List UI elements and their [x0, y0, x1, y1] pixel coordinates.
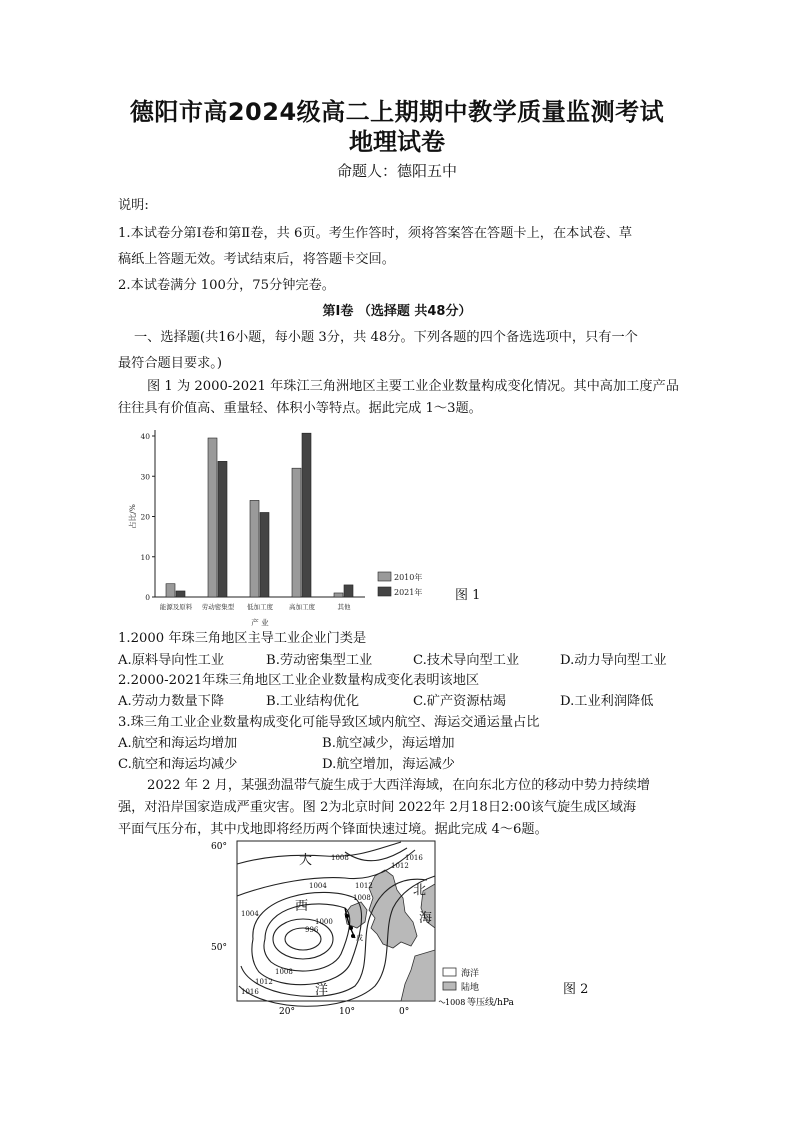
legend-land-swatch — [443, 982, 456, 990]
map-word-bei: 北 — [413, 883, 427, 898]
y-tick-label: 0 — [145, 593, 150, 602]
figure2-label: 图 2 — [563, 982, 589, 997]
section-intro-b: 最符合题目要求。) — [118, 356, 223, 371]
instruction-1b: 稿纸上答题无效。考试结束后，将答题卡交回。 — [118, 252, 395, 267]
instruction-1a: 1.本试卷分第Ⅰ卷和第Ⅱ卷，共 6页。考生作答时，须将答案答在答题卡上，在本试卷、草 — [118, 226, 633, 241]
map-word-yang: 洋 — [315, 983, 329, 998]
legend-isobar-label: 等压线/hPa — [467, 998, 514, 1008]
author-line: 命题人：德阳五中 — [336, 162, 457, 180]
bar-2021 — [344, 585, 353, 597]
x-tick-label: 高加工度 — [289, 603, 315, 611]
bar-2010 — [334, 593, 343, 597]
instruction-2: 2.本试卷满分 100分，75分钟完卷。 — [118, 278, 335, 293]
location-wu-dot — [351, 934, 355, 938]
exam-subtitle: 地理试卷 — [349, 128, 445, 156]
y-axis-label: 占比/% — [128, 504, 137, 529]
x-tick-label: 低加工度 — [247, 603, 273, 611]
map-legend — [439, 967, 514, 1008]
map-word-xi: 西 — [295, 899, 309, 914]
y-tick-label: 40 — [140, 432, 150, 441]
q3-option-a[interactable]: A.航空和海运均增加 — [118, 736, 238, 751]
legend-land-label: 陆地 — [461, 983, 480, 993]
passage1-line-b: 往往具有价值高、重量轻、体积小等特点。据此完成 1～3题。 — [118, 401, 482, 416]
q1-option-a[interactable]: A.原料导向性工业 — [118, 653, 225, 668]
passage2-line-b: 强，对沿岸国家造成严重灾害。图 2为北京时间 2022年 2月18日2:00该气旋生成区域海 — [118, 800, 637, 815]
bar-2021 — [176, 591, 185, 597]
isobar-label: 1016 — [241, 988, 259, 996]
x-axis-label: 产 业 — [251, 618, 269, 627]
bar-2010 — [250, 500, 259, 597]
legend-swatch — [378, 587, 391, 596]
legend-isobar-sample: 1008 — [445, 998, 466, 1007]
isobar-label: 1004 — [241, 910, 259, 918]
legend-swatch — [378, 572, 391, 581]
chart-bars — [166, 433, 353, 597]
exam-title: 德阳市高2024级高二上期期中教学质量监测考试 — [129, 98, 665, 126]
lon-label-20: 20° — [279, 1007, 295, 1017]
section-intro-a: 一、选择题(共16小题，每小题 3分，共 48分。下列各题的四个备选选项中，只有一个 — [134, 330, 638, 345]
x-tick-label: 能源及原料 — [159, 603, 193, 611]
isobar-label: 1012 — [355, 882, 373, 890]
bar-2021 — [218, 461, 227, 597]
q3-option-d[interactable]: D.航空增加，海运减少 — [322, 757, 455, 772]
y-tick-label: 10 — [140, 552, 150, 562]
isobar-label: 1016 — [405, 854, 423, 862]
lat-label-60: 60° — [211, 842, 227, 852]
q3-option-b[interactable]: B.航空减少，海运增加 — [322, 736, 455, 751]
y-tick-label: 30 — [140, 472, 150, 482]
passage2-line-c: 平面气压分布，其中戊地即将经历两个锋面快速过境。据此完成 4～6题。 — [118, 822, 548, 837]
question-1-stem: 1.2000 年珠三角地区主导工业企业门类是 — [118, 631, 367, 646]
lat-label-50: 50° — [211, 943, 227, 953]
isobar-label: 996 — [305, 926, 319, 934]
bar-2021 — [302, 433, 311, 597]
x-tick-label: 其他 — [337, 603, 351, 611]
isobar-label: 1004 — [309, 882, 327, 890]
map-word-da: 大 — [299, 853, 313, 868]
isobar-label: 1000 — [315, 918, 333, 926]
y-tick-label: 20 — [140, 512, 150, 522]
isobar-label: 1012 — [255, 978, 273, 986]
legend-label: 2021年 — [394, 588, 423, 597]
x-tick-label: 劳动密集型 — [201, 603, 235, 611]
bar-2010 — [208, 438, 217, 597]
legend-label: 2010年 — [394, 573, 423, 582]
map-word-wu: 戊 — [356, 934, 363, 942]
chart-legend — [378, 572, 422, 597]
lon-label-0: 0° — [399, 1007, 410, 1017]
q1-option-b[interactable]: B.劳动密集型工业 — [266, 653, 373, 668]
isobar-label: 1008 — [331, 854, 349, 862]
isobar-label: 1008 — [353, 894, 371, 902]
bar-2010 — [166, 584, 175, 597]
isobar-label: 1008 — [275, 968, 293, 976]
q2-option-d[interactable]: D.工业利润降低 — [560, 694, 654, 709]
passage2-line-a: 2022 年 2 月，某强劲温带气旋生成于大西洋海域，在向东北方位的移动中势力持续增 — [147, 778, 650, 793]
isobar-label: 1012 — [391, 862, 409, 870]
q2-option-c[interactable]: C.矿产资源枯竭 — [413, 694, 506, 709]
figure2-pressure-map — [205, 836, 545, 1018]
instructions-heading: 说明: — [118, 198, 149, 213]
section-heading: 第Ⅰ卷 （选择题 共48分） — [322, 304, 472, 319]
passage1-line-a: 图 1 为 2000-2021 年珠江三角洲地区主要工业企业数量构成变化情况。其中高加工度产品 — [147, 379, 679, 394]
legend-ocean-label: 海洋 — [461, 969, 480, 979]
bar-2010 — [292, 468, 301, 597]
figure1-bar-chart — [120, 418, 500, 633]
legend-ocean-swatch — [443, 968, 456, 976]
bar-2021 — [260, 512, 269, 597]
q1-option-c[interactable]: C.技术导向型工业 — [413, 653, 520, 668]
question-2-stem: 2.2000-2021年珠三角地区工业企业数量构成变化表明该地区 — [118, 673, 480, 688]
figure1-label: 图 1 — [455, 588, 481, 603]
question-3-stem: 3.珠三角工业企业数量构成变化可能导致区域内航空、海运交通运量占比 — [118, 715, 540, 730]
chart-labels — [127, 432, 351, 627]
q2-option-b[interactable]: B.工业结构优化 — [266, 694, 360, 709]
map-word-hai: 海 — [419, 911, 433, 926]
lon-label-10: 10° — [339, 1007, 355, 1017]
q1-option-d[interactable]: D.动力导向型工业 — [560, 653, 667, 668]
q3-option-c[interactable]: C.航空和海运均减少 — [118, 757, 238, 772]
q2-option-a[interactable]: A.劳动力数量下降 — [118, 694, 225, 709]
